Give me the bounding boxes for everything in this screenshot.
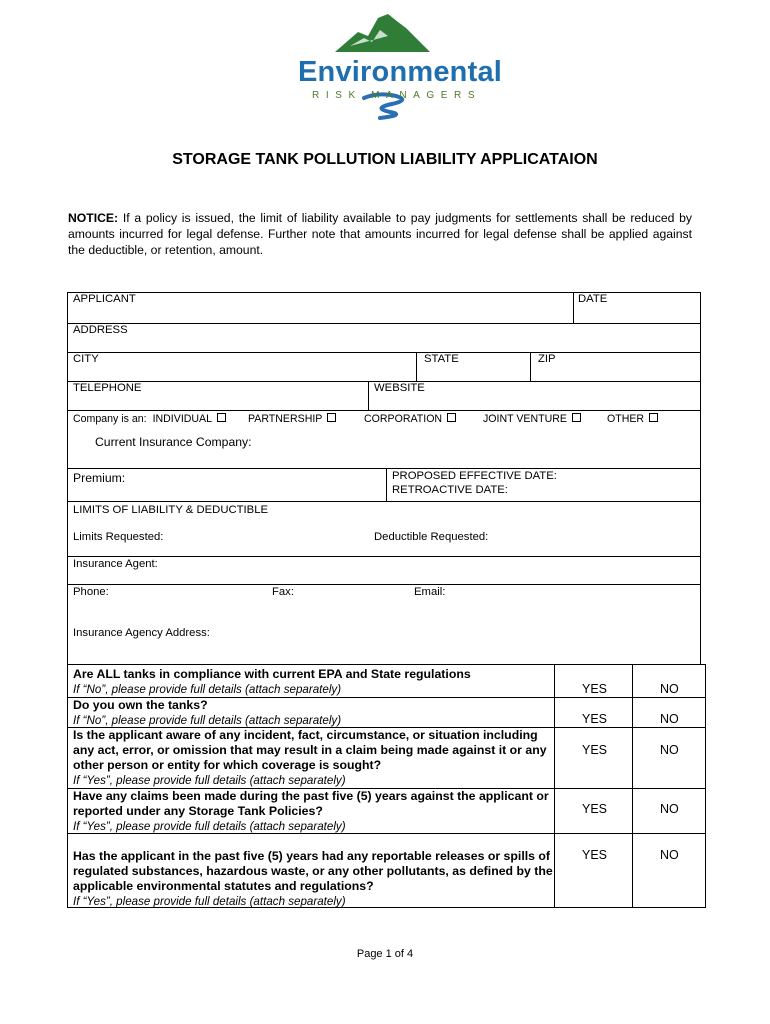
col-divider <box>416 352 417 381</box>
q5-yes-option[interactable]: YES <box>582 848 608 862</box>
question-note: If “Yes”, please provide full details (attach separately) <box>73 774 346 787</box>
question-note: If “No”, please provide full details (attach separately) <box>73 683 342 696</box>
entity-partnership-option[interactable]: PARTNERSHIP <box>248 413 336 425</box>
row-divider <box>68 410 700 411</box>
website-field[interactable]: WEBSITE <box>374 382 425 394</box>
address-field[interactable]: ADDRESS <box>73 324 128 336</box>
question-text: Are ALL tanks in compliance with current EPA and State regulations <box>73 667 471 681</box>
q3-yes-option[interactable]: YES <box>582 743 608 757</box>
premium-field[interactable]: Premium: <box>73 471 126 485</box>
question-note: If “No”, please provide full details (attach separately) <box>73 714 342 727</box>
questions-table <box>67 664 706 908</box>
applicant-info-form <box>67 292 701 664</box>
question-3 <box>73 728 553 788</box>
question-2 <box>73 698 553 728</box>
row-divider <box>68 352 700 353</box>
q2-no-option[interactable]: NO <box>660 712 679 726</box>
question-text: Do you own the tanks? <box>73 698 208 712</box>
question-text: Is the applicant aware of any incident, fact, circumstance, or situation including any act, error, or omission that may result in a claim being made against it or any other person or entity for which coverage is sought? <box>73 728 547 772</box>
company-logo <box>280 12 510 120</box>
q5-no-option[interactable]: NO <box>660 848 679 862</box>
fax-field[interactable]: Fax: <box>272 586 294 598</box>
question-note: If “Yes”, please provide full details (attach separately) <box>73 895 346 908</box>
limits-requested-field[interactable]: Limits Requested: <box>73 531 164 543</box>
phone-field[interactable]: Phone: <box>73 586 109 598</box>
checkbox-icon[interactable] <box>649 413 658 422</box>
page-number: Page 1 of 4 <box>356 948 414 960</box>
checkbox-icon[interactable] <box>447 413 456 422</box>
checkbox-icon[interactable] <box>327 413 336 422</box>
col-divider <box>632 665 633 907</box>
current-insurance-field[interactable]: Current Insurance Company: <box>95 435 252 449</box>
question-note: If “Yes”, please provide full details (attach separately) <box>73 820 346 833</box>
zip-field[interactable]: ZIP <box>538 353 556 365</box>
deductible-requested-field[interactable]: Deductible Requested: <box>374 531 489 543</box>
q4-no-option[interactable]: NO <box>660 802 679 816</box>
checkbox-icon[interactable] <box>217 413 226 422</box>
row-divider <box>68 323 700 324</box>
logo-name: Environmental <box>298 56 503 88</box>
email-field[interactable]: Email: <box>414 586 446 598</box>
entity-individual-option[interactable]: INDIVIDUAL <box>153 413 226 425</box>
question-text: Has the applicant in the past five (5) years had any reportable releases or spills of regulated substances, hazardous waste, or any other pollutants, as defined by the applicable environmental statutes and regulations? <box>73 849 553 893</box>
applicant-field[interactable]: APPLICANT <box>73 293 136 305</box>
company-is-label: Company is an: <box>73 413 147 425</box>
entity-joint-venture-option[interactable]: JOINT VENTURE <box>483 413 581 425</box>
page-title: STORAGE TANK POLLUTION LIABILITY APPLICATAION <box>172 151 598 168</box>
insurance-agent-field[interactable]: Insurance Agent: <box>73 558 158 570</box>
col-divider <box>554 665 555 907</box>
notice-label: NOTICE: <box>68 211 119 225</box>
q1-no-option[interactable]: NO <box>660 682 679 696</box>
col-divider <box>386 468 387 501</box>
col-divider <box>530 352 531 381</box>
logo-subtitle: RISK MANAGERS <box>312 90 482 101</box>
limits-header: LIMITS OF LIABILITY & DEDUCTIBLE <box>73 504 269 516</box>
state-field[interactable]: STATE <box>424 353 459 365</box>
telephone-field[interactable]: TELEPHONE <box>73 382 142 394</box>
q1-yes-option[interactable]: YES <box>582 682 608 696</box>
col-divider <box>573 293 574 323</box>
question-text: Have any claims been made during the past five (5) years against the applicant or reported under any Storage Tank Policies? <box>73 789 549 818</box>
q3-no-option[interactable]: NO <box>660 743 679 757</box>
company-type-row <box>73 413 226 425</box>
proposed-effective-date-field[interactable]: PROPOSED EFFECTIVE DATE: <box>392 470 557 482</box>
row-divider <box>68 584 700 585</box>
col-divider <box>368 381 369 410</box>
entity-other-option[interactable]: OTHER <box>607 413 658 425</box>
city-field[interactable]: CITY <box>73 353 99 365</box>
question-4 <box>73 789 553 834</box>
agency-address-field[interactable]: Insurance Agency Address: <box>73 627 210 639</box>
checkbox-icon[interactable] <box>572 413 581 422</box>
retroactive-date-field[interactable]: RETROACTIVE DATE: <box>392 484 508 496</box>
date-field[interactable]: DATE <box>578 293 608 305</box>
row-divider <box>68 468 700 469</box>
q2-yes-option[interactable]: YES <box>582 712 608 726</box>
entity-corporation-option[interactable]: CORPORATION <box>364 413 456 425</box>
row-divider <box>68 556 700 557</box>
question-1 <box>73 667 553 697</box>
question-5 <box>73 849 553 909</box>
row-divider <box>68 501 700 502</box>
q4-yes-option[interactable]: YES <box>582 802 608 816</box>
notice-text: If a policy is issued, the limit of liability available to pay judgments for settlements shall be reduced by amounts incurred for legal defense. Further note that amounts incurred for legal defense shall be applied against the deductible, or retention, amount. <box>68 211 692 257</box>
notice-paragraph <box>68 210 692 258</box>
